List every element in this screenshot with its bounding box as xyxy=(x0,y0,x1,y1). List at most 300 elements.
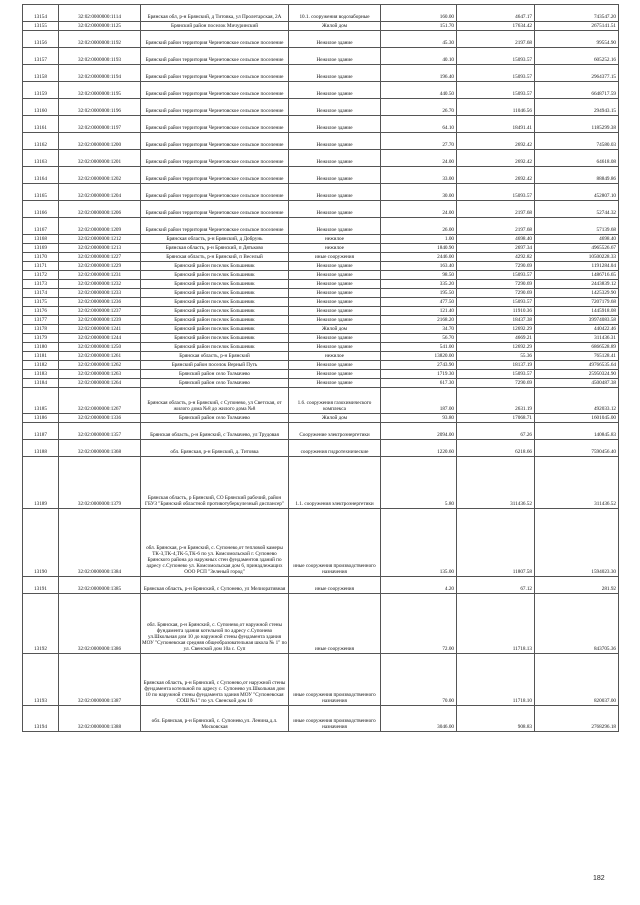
cell-row-number: 13160 xyxy=(23,99,59,116)
cell-area: 2446.00 xyxy=(381,253,457,262)
table-row xyxy=(23,379,619,388)
table-row xyxy=(23,594,619,654)
table-row xyxy=(23,325,619,334)
cell-address: Брянский район территория Чернетовское сельское поселение xyxy=(141,133,289,150)
cell-specific-value: 2692.42 xyxy=(457,150,535,167)
cell-object-name: Нежилое здание xyxy=(289,99,381,116)
table-body xyxy=(23,5,619,732)
cell-address: Брянский район территория Чернетовское сельское поселение xyxy=(141,99,289,116)
cell-cadastral-number: 32:02:0000000:1237 xyxy=(59,307,141,316)
cell-cadastral-value: 843705.36 xyxy=(535,594,619,654)
cell-area: 33.00 xyxy=(381,167,457,184)
cell-area: 477.50 xyxy=(381,298,457,307)
cell-cadastral-value: 7590456.40 xyxy=(535,440,619,457)
cell-area: 151.70 xyxy=(381,22,457,31)
cell-specific-value: 7290.69 xyxy=(457,379,535,388)
cell-row-number: 13167 xyxy=(23,218,59,235)
cell-cadastral-number: 32:02:0000000:1388 xyxy=(59,706,141,732)
table-row xyxy=(23,298,619,307)
cell-cadastral-number: 32:02:0000000:1368 xyxy=(59,440,141,457)
cell-object-name: иные сооружения производственного назначения xyxy=(289,509,381,577)
cell-specific-value: 15093.57 xyxy=(457,370,535,379)
cell-cadastral-value: 10500228.33 xyxy=(535,253,619,262)
cell-area: 2743.90 xyxy=(381,361,457,370)
cell-area: 160.00 xyxy=(381,5,457,22)
cell-area: 5.80 xyxy=(381,457,457,509)
cell-area: 24.00 xyxy=(381,150,457,167)
cell-cadastral-value: 1601045.00 xyxy=(535,414,619,423)
cell-address: Брянский район территория Чернетовское сельское поселение xyxy=(141,150,289,167)
cell-specific-value: 15093.57 xyxy=(457,82,535,99)
cell-specific-value: 2197.68 xyxy=(457,218,535,235)
table-row xyxy=(23,150,619,167)
cell-address: обл. Брянская, р-н Брянский, с. Супонево,от тепловой камеры ТК-3,ТК-4,ТК-5,ТК-6 по ул. Комсомольской г. Супонево Брянского района до наружных стен фундаментов зданий по адресу с.Супонево ул. Комсомольская дом 6, принадлежащих ООО РСП "Зеленый город" xyxy=(141,509,289,577)
cell-cadastral-value: 281.92 xyxy=(535,577,619,594)
cell-area: 56.70 xyxy=(381,334,457,343)
cell-specific-value: 11718.10 xyxy=(457,654,535,706)
cell-specific-value: 4669.21 xyxy=(457,334,535,343)
cell-object-name: Нежилое здание xyxy=(289,184,381,201)
cell-cadastral-value: 820037.00 xyxy=(535,654,619,706)
table-row xyxy=(23,218,619,235)
cell-cadastral-value: 311436.52 xyxy=(535,457,619,509)
cell-specific-value: 15093.57 xyxy=(457,271,535,280)
cell-specific-value: 15093.57 xyxy=(457,65,535,82)
cell-cadastral-number: 32:02:0000000:1206 xyxy=(59,201,141,218)
cell-specific-value: 7290.69 xyxy=(457,280,535,289)
cell-cadastral-number: 32:02:0000000:1192 xyxy=(59,31,141,48)
cell-cadastral-value: 4500487.38 xyxy=(535,379,619,388)
cell-area: 27.70 xyxy=(381,133,457,150)
cell-address: Брянская область, р-н Брянский, с Супонево,от наружной стены фундамента котельной по адресу с. Супонево ул.Школьная дом 10 по наружной стены фундамента здания МОУ "Супоневская СОШ №1" по ул. Свенской дом 10 xyxy=(141,654,289,706)
cell-cadastral-value: 1185299.38 xyxy=(535,116,619,133)
cell-cadastral-value: 6648717.59 xyxy=(535,82,619,99)
cell-address: Брянский район поселок Большевик xyxy=(141,262,289,271)
cell-cadastral-value: 88849.86 xyxy=(535,167,619,184)
cell-object-name: иные сооружения производственного назначения xyxy=(289,654,381,706)
cell-specific-value: 15093.57 xyxy=(457,48,535,65)
cell-cadastral-number: 32:02:0000000:1200 xyxy=(59,133,141,150)
cell-area: 4.20 xyxy=(381,577,457,594)
cell-area: 26.00 xyxy=(381,218,457,235)
cell-cadastral-number: 32:02:0000000:1264 xyxy=(59,379,141,388)
cell-row-number: 13191 xyxy=(23,577,59,594)
cell-cadastral-value: 49766535.64 xyxy=(535,361,619,370)
cell-row-number: 13157 xyxy=(23,48,59,65)
cell-cadastral-value: 140845.83 xyxy=(535,423,619,440)
cell-object-name: Нежилое здание xyxy=(289,379,381,388)
cell-cadastral-number: 32:02:0000000:1197 xyxy=(59,116,141,133)
cell-area: 2168.20 xyxy=(381,316,457,325)
table-row xyxy=(23,31,619,48)
cell-specific-value: 7290.69 xyxy=(457,289,535,298)
cell-address: Брянский район территория Чернетовское сельское поселение xyxy=(141,31,289,48)
cell-row-number: 13169 xyxy=(23,244,59,253)
cell-row-number: 13187 xyxy=(23,423,59,440)
table-row xyxy=(23,99,619,116)
cell-row-number: 13164 xyxy=(23,167,59,184)
cell-row-number: 13186 xyxy=(23,414,59,423)
cell-area: 541.00 xyxy=(381,343,457,352)
cell-object-name: сооружения гидротехнические xyxy=(289,440,381,457)
cell-object-name: Нежилое здание xyxy=(289,361,381,370)
cell-cadastral-number: 32:02:0000000:1236 xyxy=(59,298,141,307)
property-table xyxy=(22,4,619,732)
cell-cadastral-number: 32:02:0000000:1201 xyxy=(59,150,141,167)
cell-area: 64.10 xyxy=(381,116,457,133)
cell-cadastral-number: 32:02:0000000:1267 xyxy=(59,388,141,414)
cell-area: 440.50 xyxy=(381,82,457,99)
cell-object-name: иные сооружения xyxy=(289,577,381,594)
cell-area: 1719.30 xyxy=(381,370,457,379)
cell-address: обл. Брянская, р-н Брянский, с. Супонево,ул. Ленина,д.л. Московская xyxy=(141,706,289,732)
table-row xyxy=(23,316,619,325)
cell-specific-value: 6218.66 xyxy=(457,440,535,457)
cell-address: Брянский район поселок Большевик xyxy=(141,334,289,343)
cell-cadastral-number: 32:02:0000000:1212 xyxy=(59,235,141,244)
cell-specific-value: 15093.57 xyxy=(457,184,535,201)
cell-cadastral-value: 25950324.90 xyxy=(535,370,619,379)
cell-cadastral-value: 2443839.12 xyxy=(535,280,619,289)
cell-area: 40.10 xyxy=(381,48,457,65)
table-row xyxy=(23,289,619,298)
cell-cadastral-value: 1594023.30 xyxy=(535,509,619,577)
cell-specific-value: 2197.68 xyxy=(457,31,535,48)
cell-object-name: Нежилое здание xyxy=(289,218,381,235)
cell-specific-value: 2631.19 xyxy=(457,388,535,414)
cell-cadastral-value: 2768296.18 xyxy=(535,706,619,732)
cell-object-name: нежилое xyxy=(289,352,381,361)
page-number: 182 xyxy=(593,875,605,882)
cell-object-name: 10.1. сооружения водозаборные xyxy=(289,5,381,22)
table-row xyxy=(23,706,619,732)
cell-object-name: Нежилое здание xyxy=(289,65,381,82)
cell-address: Брянский район поселок Большевик xyxy=(141,271,289,280)
table-row xyxy=(23,440,619,457)
cell-row-number: 13182 xyxy=(23,361,59,370)
cell-cadastral-value: 99554.90 xyxy=(535,31,619,48)
cell-row-number: 13163 xyxy=(23,150,59,167)
cell-object-name: Нежилое здание xyxy=(289,31,381,48)
cell-specific-value: 17068.71 xyxy=(457,414,535,423)
cell-cadastral-number: 32:02:0000000:1336 xyxy=(59,414,141,423)
cell-row-number: 13194 xyxy=(23,706,59,732)
cell-cadastral-number: 32:02:0000000:1209 xyxy=(59,218,141,235)
cell-address: Брянский район поселок Большевик xyxy=(141,307,289,316)
cell-area: 70.00 xyxy=(381,654,457,706)
register-page xyxy=(22,4,618,732)
table-row xyxy=(23,82,619,99)
cell-address: обл. Брянская, р-н Брянский, с. Супонево,от наружной стены фундамента здания котельной по адресу с.Супонево ул.Школьная дом 10 до наружной стены фундамента здания МОУ "Супоневская средняя общеобразовательная школа № 1" по ул. Свенской дом 10а с. Суп xyxy=(141,594,289,654)
cell-cadastral-number: 32:02:0000000:1263 xyxy=(59,370,141,379)
table-row xyxy=(23,116,619,133)
cell-cadastral-value: 1425329.90 xyxy=(535,289,619,298)
cell-row-number: 13183 xyxy=(23,370,59,379)
cell-cadastral-number: 32:02:0000000:1239 xyxy=(59,316,141,325)
cell-cadastral-number: 32:02:0000000:1244 xyxy=(59,334,141,343)
cell-address: Брянская область, р-н Брянский, д Добрунь xyxy=(141,235,289,244)
table-row xyxy=(23,244,619,253)
table-row xyxy=(23,352,619,361)
cell-address: Брянский район территория Чернетовское сельское поселение xyxy=(141,65,289,82)
cell-cadastral-value: 2964377.15 xyxy=(535,65,619,82)
cell-cadastral-value: 765128.41 xyxy=(535,352,619,361)
cell-address: Брянская область, р Брянский, СО Брянский рабочий, район ГБУЗ "Брянский областной противотуберкулезный диспансер" xyxy=(141,457,289,509)
cell-specific-value: 4698.40 xyxy=(457,235,535,244)
cell-row-number: 13193 xyxy=(23,654,59,706)
cell-area: 3046.00 xyxy=(381,706,457,732)
cell-row-number: 13179 xyxy=(23,334,59,343)
cell-specific-value: 67.26 xyxy=(457,423,535,440)
cell-cadastral-number: 32:02:0000000:1202 xyxy=(59,167,141,184)
cell-address: Брянская область, р-н Брянский, с Супонево, ул Светская, от жилого дома №8 до жилого дома №8 xyxy=(141,388,289,414)
cell-cadastral-value: 2675141.51 xyxy=(535,22,619,31)
cell-cadastral-value: 74580.03 xyxy=(535,133,619,150)
cell-object-name: Нежилое здание xyxy=(289,48,381,65)
cell-object-name: нежилое xyxy=(289,244,381,253)
cell-address: Брянский район село Толмачево xyxy=(141,370,289,379)
cell-cadastral-number: 32:02:0000000:1233 xyxy=(59,289,141,298)
cell-area: 98.50 xyxy=(381,271,457,280)
cell-area: 93.80 xyxy=(381,414,457,423)
cell-cadastral-number: 32:02:0000000:1384 xyxy=(59,509,141,577)
cell-area: 121.40 xyxy=(381,307,457,316)
cell-row-number: 13156 xyxy=(23,31,59,48)
table-row xyxy=(23,307,619,316)
cell-area: 1840.90 xyxy=(381,244,457,253)
cell-address: Брянский район территория Чернетовское сельское поселение xyxy=(141,218,289,235)
table-row xyxy=(23,5,619,22)
cell-row-number: 13159 xyxy=(23,82,59,99)
table-row xyxy=(23,280,619,289)
table-row xyxy=(23,370,619,379)
cell-address: Брянский район территория Чернетовское сельское поселение xyxy=(141,116,289,133)
cell-area: 45.30 xyxy=(381,31,457,48)
table-row xyxy=(23,388,619,414)
cell-address: Брянский район поселок Большевик xyxy=(141,280,289,289)
cell-area: 26.70 xyxy=(381,99,457,116)
cell-object-name: Нежилое здание xyxy=(289,201,381,218)
cell-cadastral-number: 32:02:0000000:1125 xyxy=(59,22,141,31)
cell-cadastral-value: 4965526.67 xyxy=(535,244,619,253)
cell-object-name: Нежилое здание xyxy=(289,334,381,343)
cell-address: Брянский район поселок Большевик xyxy=(141,343,289,352)
cell-cadastral-value: 1445918.08 xyxy=(535,307,619,316)
cell-row-number: 13154 xyxy=(23,5,59,22)
cell-object-name: иные сооружения xyxy=(289,253,381,262)
cell-row-number: 13180 xyxy=(23,343,59,352)
table-row xyxy=(23,65,619,82)
cell-object-name: Нежилое здание xyxy=(289,280,381,289)
table-row xyxy=(23,235,619,244)
cell-row-number: 13177 xyxy=(23,316,59,325)
cell-specific-value: 2692.42 xyxy=(457,133,535,150)
cell-row-number: 13192 xyxy=(23,594,59,654)
cell-area: 195.50 xyxy=(381,289,457,298)
cell-object-name: иные сооружения xyxy=(289,594,381,654)
cell-object-name: Нежилое здание xyxy=(289,133,381,150)
cell-cadastral-number: 32:02:0000000:1241 xyxy=(59,325,141,334)
cell-address: Брянский район поселок Большевик xyxy=(141,316,289,325)
table-row xyxy=(23,22,619,31)
cell-area: 1220.60 xyxy=(381,440,457,457)
table-row xyxy=(23,167,619,184)
cell-cadastral-number: 32:02:0000000:1385 xyxy=(59,577,141,594)
cell-address: Брянский район поселок Большевик xyxy=(141,298,289,307)
cell-specific-value: 12692.29 xyxy=(457,325,535,334)
cell-object-name: Нежилое здание xyxy=(289,307,381,316)
cell-object-name: Нежилое здание xyxy=(289,116,381,133)
table-row xyxy=(23,509,619,577)
cell-object-name: Нежилое здание xyxy=(289,150,381,167)
cell-specific-value: 18491.41 xyxy=(457,116,535,133)
cell-cadastral-value: 311436.31 xyxy=(535,334,619,343)
cell-row-number: 13189 xyxy=(23,457,59,509)
cell-cadastral-number: 32:02:0000000:1231 xyxy=(59,271,141,280)
cell-cadastral-number: 32:02:0000000:1227 xyxy=(59,253,141,262)
cell-specific-value: 17634.42 xyxy=(457,22,535,31)
cell-row-number: 13178 xyxy=(23,325,59,334)
cell-object-name: Нежилое здание xyxy=(289,343,381,352)
cell-cadastral-value: 1486716.65 xyxy=(535,271,619,280)
table-row xyxy=(23,271,619,280)
table-row xyxy=(23,253,619,262)
cell-area: 13820.00 xyxy=(381,352,457,361)
cell-row-number: 13175 xyxy=(23,298,59,307)
cell-area: 34.70 xyxy=(381,325,457,334)
cell-specific-value: 4647.17 xyxy=(457,5,535,22)
cell-cadastral-number: 32:02:0000000:1261 xyxy=(59,352,141,361)
cell-specific-value: 55.36 xyxy=(457,352,535,361)
cell-cadastral-value: 605252.16 xyxy=(535,48,619,65)
cell-area: 163.40 xyxy=(381,262,457,271)
cell-address: Брянская обл, р-н Брянский, д Титовка, ул Пролетарская, 2А xyxy=(141,5,289,22)
cell-address: обл. Брянская, р-н Брянский, д. Титовка xyxy=(141,440,289,457)
cell-cadastral-number: 32:02:0000000:1196 xyxy=(59,99,141,116)
cell-area: 24.00 xyxy=(381,201,457,218)
cell-address: Брянская область, р-н Брянский xyxy=(141,352,289,361)
cell-address: Брянский район территория Чернетовское сельское поселение xyxy=(141,184,289,201)
cell-row-number: 13158 xyxy=(23,65,59,82)
cell-area: 335.20 xyxy=(381,280,457,289)
cell-cadastral-value: 4698.40 xyxy=(535,235,619,244)
cell-row-number: 13155 xyxy=(23,22,59,31)
cell-row-number: 13161 xyxy=(23,116,59,133)
cell-cadastral-value: 7207179.68 xyxy=(535,298,619,307)
table-row xyxy=(23,133,619,150)
cell-specific-value: 15093.57 xyxy=(457,298,535,307)
cell-object-name: Нежилое здание xyxy=(289,82,381,99)
cell-cadastral-number: 32:02:0000000:1204 xyxy=(59,184,141,201)
cell-row-number: 13176 xyxy=(23,307,59,316)
cell-specific-value: 12692.29 xyxy=(457,343,535,352)
cell-cadastral-number: 32:02:0000000:1229 xyxy=(59,262,141,271)
cell-object-name: Жилой дом xyxy=(289,325,381,334)
cell-cadastral-value: 52744.32 xyxy=(535,201,619,218)
cell-area: 187.00 xyxy=(381,388,457,414)
cell-address: Брянский район поселок Верный Путь xyxy=(141,361,289,370)
cell-specific-value: 2197.68 xyxy=(457,201,535,218)
table-row xyxy=(23,414,619,423)
cell-address: Брянский район территория Чернетовское сельское поселение xyxy=(141,167,289,184)
cell-cadastral-number: 32:02:0000000:1357 xyxy=(59,423,141,440)
cell-row-number: 13181 xyxy=(23,352,59,361)
cell-specific-value: 311436.52 xyxy=(457,457,535,509)
cell-address: Брянская область, р-н Брянский, п Дятьково xyxy=(141,244,289,253)
cell-object-name: иные сооружения производственного назначения xyxy=(289,706,381,732)
cell-address: Брянский район село Толмачево xyxy=(141,379,289,388)
cell-object-name: Нежилое здание xyxy=(289,316,381,325)
table-row xyxy=(23,577,619,594)
table-row xyxy=(23,361,619,370)
cell-area: 617.30 xyxy=(381,379,457,388)
cell-address: Брянский район территория Чернетовское сельское поселение xyxy=(141,201,289,218)
cell-object-name: Жилой дом xyxy=(289,414,381,423)
table-row xyxy=(23,457,619,509)
cell-cadastral-value: 452807.10 xyxy=(535,184,619,201)
cell-address: Брянская область, р-н Брянский, с Толмачево, ул Трудовая xyxy=(141,423,289,440)
cell-row-number: 13184 xyxy=(23,379,59,388)
cell-row-number: 13172 xyxy=(23,271,59,280)
cell-area: 135.00 xyxy=(381,509,457,577)
cell-object-name: Нежилое здание xyxy=(289,262,381,271)
cell-object-name: нежилое xyxy=(289,235,381,244)
cell-specific-value: 67.12 xyxy=(457,577,535,594)
cell-cadastral-number: 32:02:0000000:1194 xyxy=(59,65,141,82)
cell-cadastral-value: 1191284.04 xyxy=(535,262,619,271)
cell-cadastral-number: 32:02:0000000:1193 xyxy=(59,48,141,65)
table-row xyxy=(23,262,619,271)
cell-cadastral-number: 32:02:0000000:1213 xyxy=(59,244,141,253)
cell-object-name: Нежилое здание xyxy=(289,289,381,298)
cell-cadastral-value: 440422.46 xyxy=(535,325,619,334)
cell-object-name: Нежилое здание xyxy=(289,298,381,307)
cell-row-number: 13171 xyxy=(23,262,59,271)
cell-row-number: 13173 xyxy=(23,280,59,289)
cell-object-name: Нежилое здание xyxy=(289,167,381,184)
cell-row-number: 13166 xyxy=(23,201,59,218)
cell-cadastral-value: 64618.08 xyxy=(535,150,619,167)
cell-object-name: 1.1. сооружения электроэнергетики xyxy=(289,457,381,509)
table-row xyxy=(23,423,619,440)
cell-area: 2094.00 xyxy=(381,423,457,440)
cell-cadastral-value: 6866528.89 xyxy=(535,343,619,352)
table-row xyxy=(23,48,619,65)
cell-object-name: Сооружение электроэнергетики xyxy=(289,423,381,440)
cell-cadastral-number: 32:02:0000000:1387 xyxy=(59,654,141,706)
cell-area: 30.00 xyxy=(381,184,457,201)
cell-cadastral-number: 32:02:0000000:1386 xyxy=(59,594,141,654)
cell-specific-value: 4292.82 xyxy=(457,253,535,262)
cell-specific-value: 2697.34 xyxy=(457,244,535,253)
cell-row-number: 13168 xyxy=(23,235,59,244)
cell-address: Брянская область, р-н Брянский, с Супонево, ул Мелиоративная xyxy=(141,577,289,594)
cell-row-number: 13162 xyxy=(23,133,59,150)
cell-area: 196.40 xyxy=(381,65,457,82)
cell-specific-value: 11046.56 xyxy=(457,99,535,116)
cell-object-name: Жилой дом xyxy=(289,22,381,31)
table-row xyxy=(23,184,619,201)
cell-specific-value: 908.83 xyxy=(457,706,535,732)
table-row xyxy=(23,343,619,352)
cell-cadastral-value: 294943.15 xyxy=(535,99,619,116)
cell-row-number: 13185 xyxy=(23,388,59,414)
table-row xyxy=(23,201,619,218)
cell-specific-value: 7290.69 xyxy=(457,262,535,271)
cell-cadastral-value: 492033.12 xyxy=(535,388,619,414)
cell-row-number: 13188 xyxy=(23,440,59,457)
cell-address: Брянский район территория Чернетовское сельское поселение xyxy=(141,82,289,99)
